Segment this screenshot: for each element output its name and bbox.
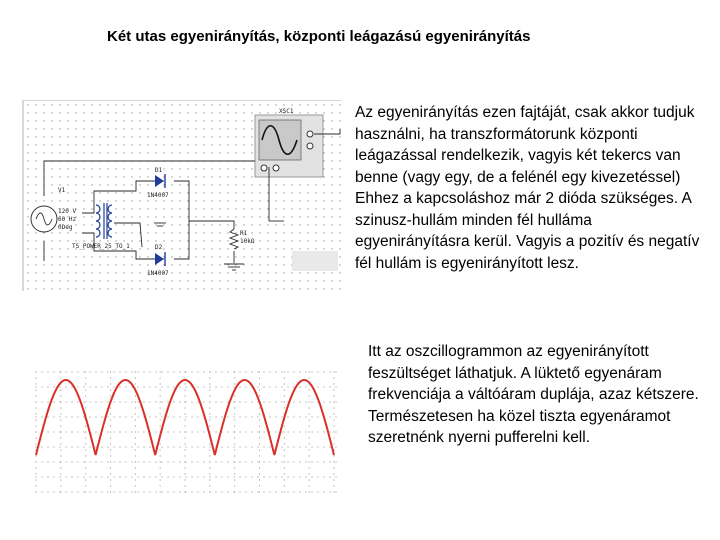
source-voltage: 120 V (58, 208, 77, 215)
diode2-part: 1N4007 (147, 270, 169, 277)
scope-terminal-icon (273, 165, 279, 171)
diode1-ref: D1 (155, 167, 163, 174)
scope-screen (259, 120, 301, 160)
oscillogram-plot (30, 368, 340, 496)
schematic-drawing (24, 101, 342, 291)
source-frequency: 60 Hz (58, 216, 77, 223)
transformer-ref: TS_POWER_25_TO_1 (72, 243, 130, 250)
scope-terminal-icon (307, 143, 313, 149)
diode1-part: 1N4007 (147, 192, 169, 199)
source-ref: V1 (58, 187, 66, 194)
description-paragraph-2: Itt az oszcillogrammon az egyenirányított feszültséget láthatjuk. A lüktető egyenáram frekvenciája a váltóáram duplája, azaz kétszere. Természetesen ha közel tiszta egyenáramot szeretnénk nyerni pufferelni kell. (368, 343, 699, 446)
resistor-value: 10kΩ (240, 238, 255, 245)
watermark-logo (292, 251, 338, 271)
scope-terminal-icon (307, 131, 313, 137)
oscillogram (30, 368, 340, 496)
resistor-ref: R1 (240, 230, 248, 237)
scope-terminal-icon (261, 165, 267, 171)
scope-ref: XSC1 (279, 108, 294, 115)
slide-title: Két utas egyenirányítás, központi leágazású egyenirányítás (107, 28, 531, 45)
circuit-schematic (22, 100, 342, 291)
diode2-ref: D2 (155, 244, 163, 251)
description-paragraph-1: Az egyenirányítás ezen fajtáját, csak akkor tudjuk használni, ha transzformátorunk központi leágazással rendelkezik, vagyis két tekercs van benne (vagy egy, de a felénél egy kivezetéssel) Ehhez a kapcsoláshoz már 2 dióda szükséges. A szinusz-hullám minden fél hulláma egyenirányításra kerül. Vagyis a pozitív és negatív fél hullám is egyenirányított lesz. (355, 104, 700, 272)
source-phase: 0Deg (58, 224, 73, 231)
